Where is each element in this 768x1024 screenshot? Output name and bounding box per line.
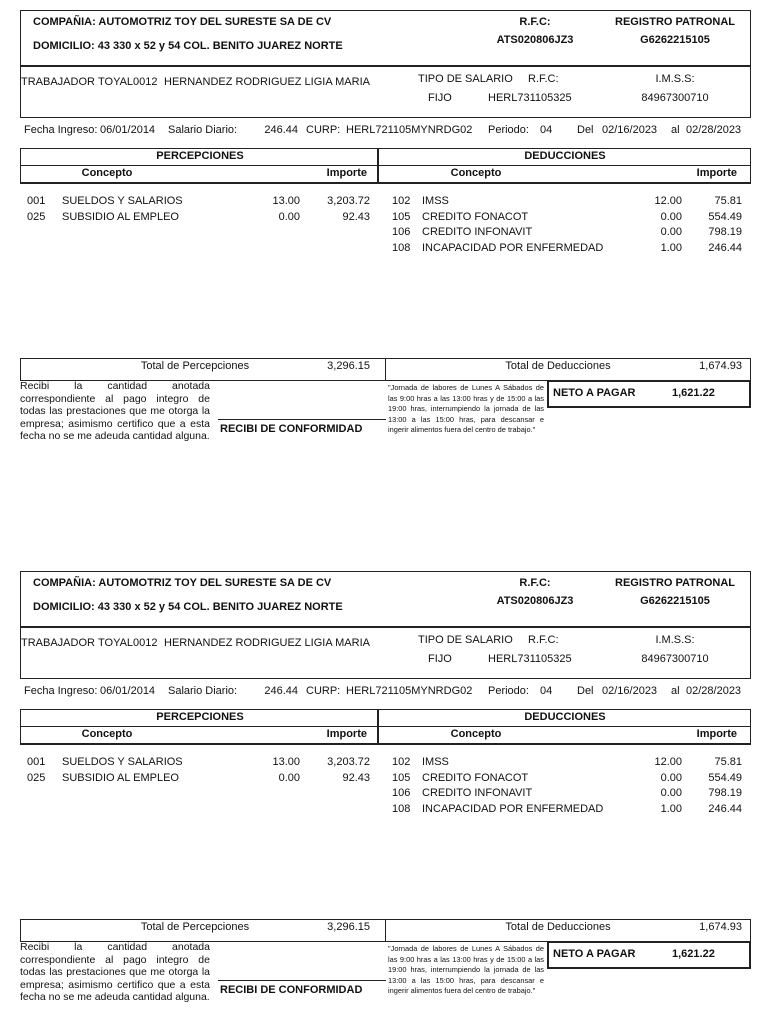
- deducciones-row-qty: 12.00: [654, 756, 682, 768]
- percepciones-row-concept: SUELDOS Y SALARIOS: [62, 195, 183, 207]
- curp-label: CURP:: [306, 124, 341, 136]
- company-name: COMPAÑIA: AUTOMOTRIZ TOY DEL SURESTE SA DE CV: [33, 16, 332, 28]
- deducciones-row-concept: CREDITO FONACOT: [422, 771, 529, 784]
- registro-label: REGISTRO PATRONAL: [615, 577, 735, 589]
- imss-value: 84967300710: [641, 653, 709, 665]
- fecha-ingreso-label: Fecha Ingreso:: [24, 124, 98, 136]
- worker-id: TOYAL0012: [98, 637, 158, 649]
- total-deducciones-label: Total de Deducciones: [505, 921, 611, 933]
- worker-id: TOYAL0012: [98, 76, 158, 88]
- worker-name: HERNANDEZ RODRIGUEZ LIGIA MARIA: [164, 76, 370, 88]
- neto-label: NETO A PAGAR: [553, 948, 636, 960]
- percepciones-row-concept: SUBSIDIO AL EMPLEO: [62, 771, 179, 784]
- curp: HERL721105MYNRDG02: [346, 685, 473, 697]
- header-divider: [20, 626, 751, 628]
- tipo-salario-value: FIJO: [428, 653, 452, 665]
- worker-label: TRABAJADOR: [21, 637, 95, 649]
- jornada-note: "Jornada de labores de Lunes A Sábados de las 9:00 hras a las 13:00 hras y de 15:00 a las 19:00 hras, interrumpiendo la jornada de las 13:00 a las 15:00 hras, para descansar e ingerir alimentos fuera del centro de trabajo.": [388, 383, 544, 434]
- deducciones-row-amount: 798.19: [708, 787, 742, 799]
- total-percepciones-label: Total de Percepciones: [140, 360, 250, 372]
- deducciones-row-concept: CREDITO INFONAVIT: [422, 226, 533, 238]
- deducciones-row-qty: 1.00: [660, 241, 682, 254]
- signature-line: [218, 419, 386, 420]
- del-date: 02/16/2023: [602, 685, 658, 697]
- deducciones-row-concept: IMSS: [422, 756, 449, 768]
- percepciones-row-concept: SUBSIDIO AL EMPLEO: [62, 210, 179, 223]
- total-deducciones: 1,674.93: [699, 921, 742, 933]
- totals-divider: [385, 919, 386, 942]
- deducciones-importe-header: Importe: [696, 167, 737, 179]
- worker-name: HERNANDEZ RODRIGUEZ LIGIA MARIA: [164, 637, 370, 649]
- deducciones-row-amount: 246.44: [708, 802, 742, 815]
- signature-label: RECIBI DE CONFORMIDAD: [220, 423, 363, 435]
- percepciones-row-code: 025: [27, 210, 46, 223]
- rfc-label: R.F.C:: [519, 16, 551, 28]
- percepciones-title: PERCEPCIONES: [156, 150, 244, 162]
- worker-rfc-value: HERL731105325: [488, 653, 572, 665]
- total-percepciones-label: Total de Percepciones: [140, 921, 250, 933]
- deducciones-row-qty: 0.00: [660, 771, 682, 784]
- table-header-divider: [20, 726, 751, 727]
- deducciones-row-amount: 75.81: [714, 195, 742, 207]
- del-label: Del: [577, 685, 594, 697]
- rfc-value: ATS020806JZ3: [496, 34, 574, 46]
- worker-rfc-label: R.F.C:: [528, 73, 559, 85]
- deducciones-row-amount: 798.19: [708, 226, 742, 238]
- tipo-salario-value: FIJO: [428, 92, 452, 104]
- periodo-label: Periodo:: [488, 124, 529, 136]
- percepciones-importe-header: Importe: [326, 167, 367, 179]
- percepciones-row-qty: 0.00: [278, 210, 300, 223]
- deducciones-row-qty: 0.00: [660, 226, 682, 238]
- totals-divider: [385, 358, 386, 381]
- deducciones-row-amount: 554.49: [708, 210, 742, 223]
- imss-label: I.M.S.S:: [655, 73, 695, 85]
- table-header-bottom: [20, 743, 751, 745]
- header-divider: [20, 65, 751, 67]
- percepciones-row-amount: 92.43: [342, 771, 370, 784]
- percepciones-row-amount: 92.43: [342, 210, 370, 223]
- periodo: 04: [540, 124, 553, 136]
- deducciones-row-qty: 1.00: [660, 802, 682, 815]
- deducciones-row-code: 102: [392, 756, 411, 768]
- deducciones-row-concept: CREDITO FONACOT: [422, 210, 529, 223]
- table-header-divider: [20, 165, 751, 166]
- payroll-receipt-copy-2: [0, 561, 768, 1021]
- deducciones-row-code: 106: [392, 787, 411, 799]
- imss-label: I.M.S.S:: [655, 634, 695, 646]
- deducciones-row-code: 105: [392, 771, 411, 784]
- receipt-statement: Recibi la cantidad anotada correspondiente al pago integro de todas las prestaciones que me otorga la empresa; asimismo certifico que a esta fecha no se me adeuda cantidad alguna.: [20, 941, 210, 1003]
- salario-diario-label: Salario Diario:: [168, 124, 238, 136]
- al-label: al: [671, 685, 680, 697]
- deducciones-concepto-header: Concepto: [450, 728, 502, 740]
- del-label: Del: [577, 124, 594, 136]
- deducciones-row-concept: IMSS: [422, 195, 449, 207]
- percepciones-row-amount: 3,203.72: [327, 756, 370, 768]
- signature-label: RECIBI DE CONFORMIDAD: [220, 984, 363, 996]
- percepciones-row-qty: 13.00: [272, 756, 300, 768]
- total-percepciones: 3,296.15: [327, 921, 370, 933]
- percepciones-row-concept: SUELDOS Y SALARIOS: [62, 756, 183, 768]
- deducciones-title: DEDUCCIONES: [524, 711, 606, 723]
- signature-line: [218, 980, 386, 981]
- del-date: 02/16/2023: [602, 124, 658, 136]
- jornada-note: "Jornada de labores de Lunes A Sábados de las 9:00 hras a las 13:00 hras y de 15:00 a las 19:00 hras, interrumpiendo la jornada de las 13:00 a las 15:00 hras, para descansar e ingerir alimentos fuera del centro de trabajo.": [388, 944, 544, 995]
- payroll-receipt-copy-1: [0, 0, 768, 460]
- total-deducciones: 1,674.93: [699, 360, 742, 372]
- deducciones-row-qty: 12.00: [654, 195, 682, 207]
- periodo-label: Periodo:: [488, 685, 529, 697]
- deducciones-row-qty: 0.00: [660, 787, 682, 799]
- deducciones-row-amount: 75.81: [714, 756, 742, 768]
- neto-value: 1,621.22: [672, 948, 715, 960]
- company-name: COMPAÑIA: AUTOMOTRIZ TOY DEL SURESTE SA DE CV: [33, 577, 332, 589]
- percepciones-importe-header: Importe: [326, 728, 367, 740]
- table-column-divider: [377, 709, 379, 745]
- percepciones-title: PERCEPCIONES: [156, 711, 244, 723]
- registro-value: G6262215105: [640, 595, 710, 607]
- rfc-value: ATS020806JZ3: [496, 595, 574, 607]
- deducciones-row-code: 108: [392, 802, 411, 815]
- percepciones-concepto-header: Concepto: [81, 167, 133, 179]
- deducciones-title: DEDUCCIONES: [524, 150, 606, 162]
- worker-rfc-label: R.F.C:: [528, 634, 559, 646]
- company-address: DOMICILIO: 43 330 x 52 y 54 COL. BENITO JUAREZ NORTE: [33, 40, 343, 52]
- deducciones-row-code: 106: [392, 226, 411, 238]
- company-address: DOMICILIO: 43 330 x 52 y 54 COL. BENITO JUAREZ NORTE: [33, 601, 343, 613]
- deducciones-row-amount: 554.49: [708, 771, 742, 784]
- percepciones-row-qty: 13.00: [272, 195, 300, 207]
- deducciones-row-code: 108: [392, 241, 411, 254]
- percepciones-row-code: 001: [27, 756, 46, 768]
- curp: HERL721105MYNRDG02: [346, 124, 473, 136]
- table-header-bottom: [20, 182, 751, 184]
- percepciones-row-amount: 3,203.72: [327, 195, 370, 207]
- salario-diario: 246.44: [264, 685, 298, 697]
- tipo-salario-label: TIPO DE SALARIO: [418, 634, 513, 646]
- registro-value: G6262215105: [640, 34, 710, 46]
- al-label: al: [671, 124, 680, 136]
- periodo: 04: [540, 685, 553, 697]
- percepciones-row-code: 001: [27, 195, 46, 207]
- neto-value: 1,621.22: [672, 387, 715, 399]
- percepciones-row-code: 025: [27, 771, 46, 784]
- table-column-divider: [377, 148, 379, 184]
- percepciones-concepto-header: Concepto: [81, 728, 133, 740]
- salario-diario-label: Salario Diario:: [168, 685, 238, 697]
- rfc-label: R.F.C:: [519, 577, 551, 589]
- percepciones-row-qty: 0.00: [278, 771, 300, 784]
- deducciones-concepto-header: Concepto: [450, 167, 502, 179]
- fecha-ingreso-label: Fecha Ingreso:: [24, 685, 98, 697]
- fecha-ingreso: 06/01/2014: [100, 124, 156, 136]
- deducciones-row-concept: INCAPACIDAD POR ENFERMEDAD: [422, 802, 604, 815]
- worker-label: TRABAJADOR: [21, 76, 95, 88]
- deducciones-row-qty: 0.00: [660, 210, 682, 223]
- total-percepciones: 3,296.15: [327, 360, 370, 372]
- al-date: 02/28/2023: [686, 685, 742, 697]
- worker-rfc-value: HERL731105325: [488, 92, 572, 104]
- al-date: 02/28/2023: [686, 124, 742, 136]
- salario-diario: 246.44: [264, 124, 298, 136]
- total-deducciones-label: Total de Deducciones: [505, 360, 611, 372]
- deducciones-row-concept: CREDITO INFONAVIT: [422, 787, 533, 799]
- deducciones-row-code: 102: [392, 195, 411, 207]
- deducciones-row-amount: 246.44: [708, 241, 742, 254]
- fecha-ingreso: 06/01/2014: [100, 685, 156, 697]
- deducciones-row-concept: INCAPACIDAD POR ENFERMEDAD: [422, 241, 604, 254]
- tipo-salario-label: TIPO DE SALARIO: [418, 73, 513, 85]
- deducciones-importe-header: Importe: [696, 728, 737, 740]
- deducciones-row-code: 105: [392, 210, 411, 223]
- neto-label: NETO A PAGAR: [553, 387, 636, 399]
- registro-label: REGISTRO PATRONAL: [615, 16, 735, 28]
- receipt-statement: Recibi la cantidad anotada correspondiente al pago integro de todas las prestaciones que me otorga la empresa; asimismo certifico que a esta fecha no se me adeuda cantidad alguna.: [20, 380, 210, 442]
- imss-value: 84967300710: [641, 92, 709, 104]
- curp-label: CURP:: [306, 685, 341, 697]
